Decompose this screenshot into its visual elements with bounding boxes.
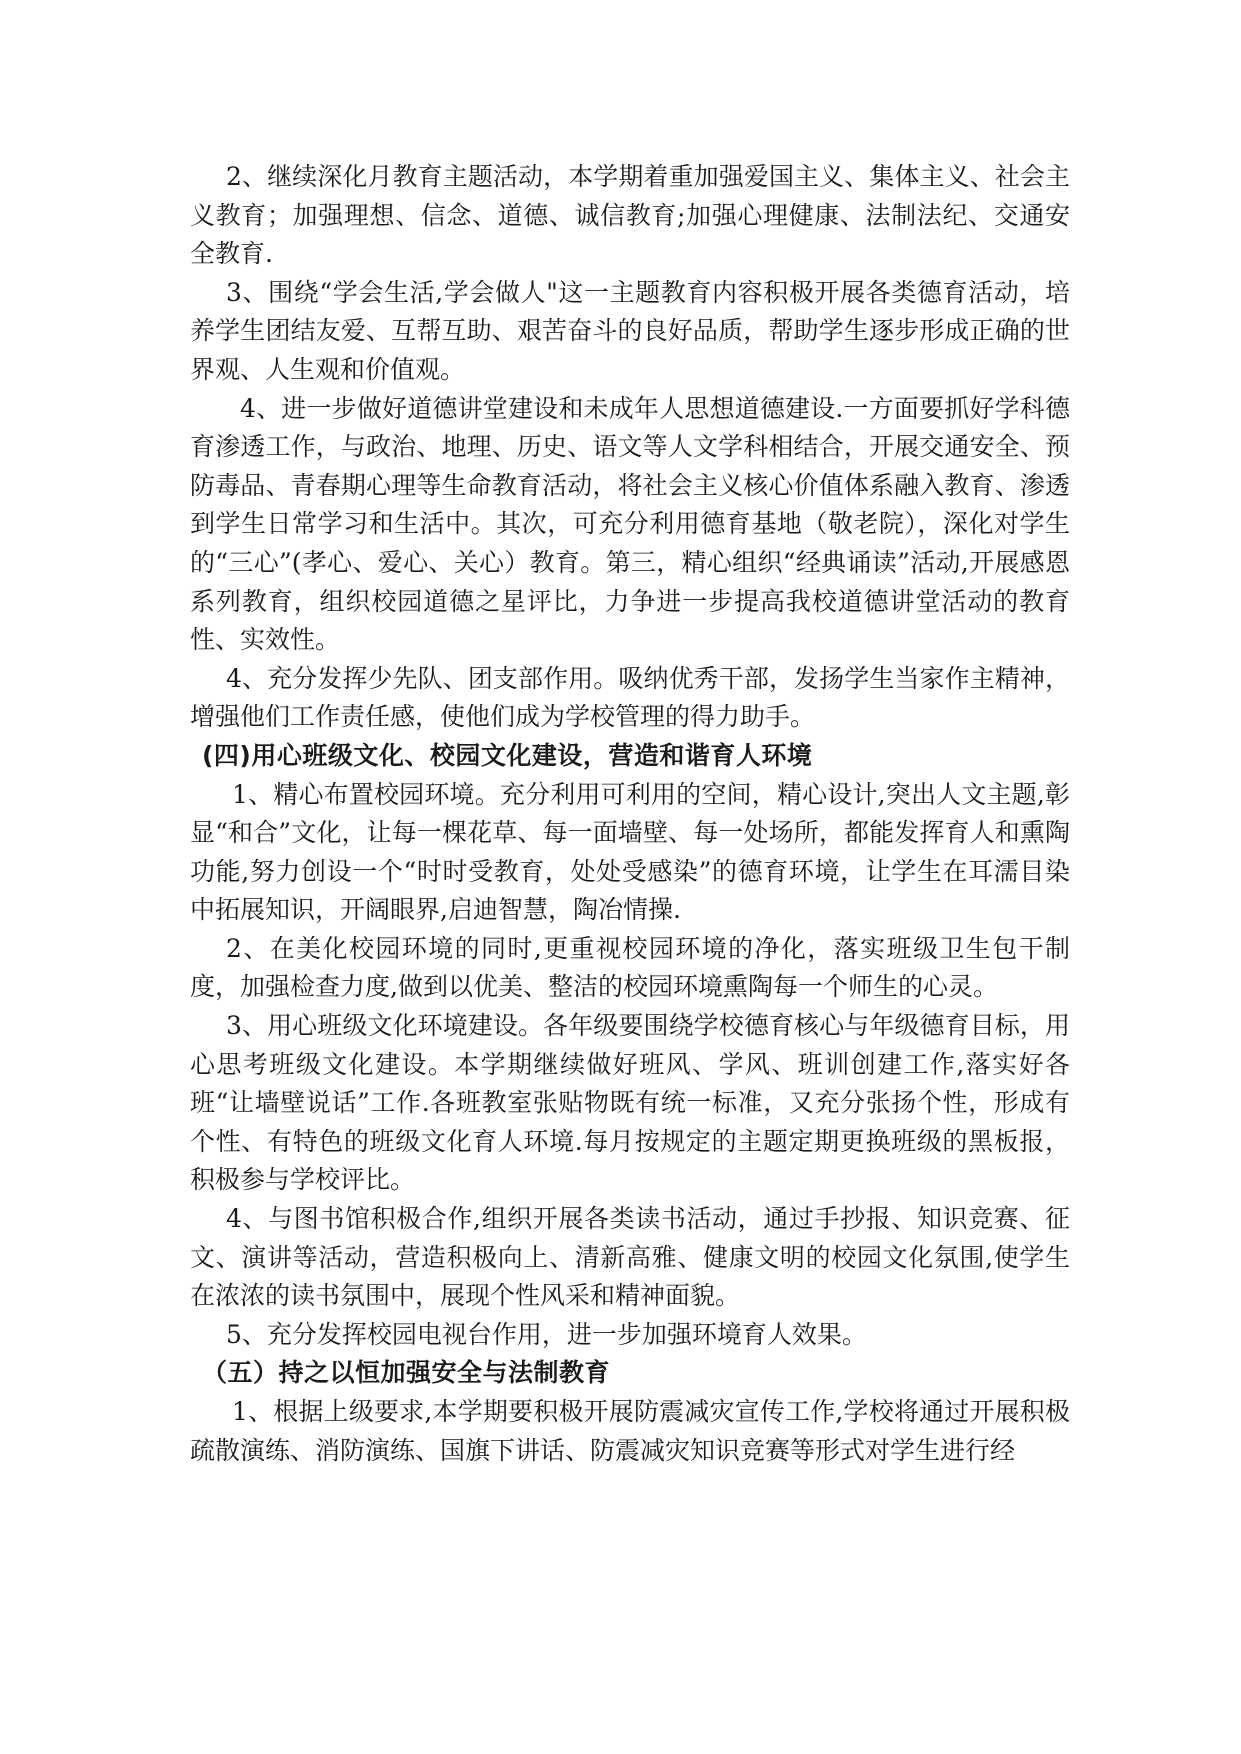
paragraph-young-pioneers: 4、充分发挥少先队、团支部作用。吸纳优秀干部，发扬学生当家作主精神，增强他们工作责任感，使他们成为学校管理的得力助手。 bbox=[190, 663, 1070, 732]
paragraph-earthquake-safety: 1、根据上级要求,本学期要积极开展防震减灾宣传工作,学校将通过开展积极疏散演练、消防演练、国旗下讲话、防震减灾知识竞赛等形式对学生进行经 bbox=[190, 1397, 1070, 1465]
paragraph-class-culture: 3、用心班级文化环境建设。各年级要围绕学校德育核心与年级德育目标，用心思考班级文化建设。本学期继续做好班风、学风、班训创建工作,落实好各班“让墙壁说话”工作.各班教室张贴物既有统一标准，又充分张扬个性，形成有个性、有特色的班级文化育人环境.每月按规定的主题定期更换班级的黑板报，积极参与学校评比。 bbox=[190, 1011, 1070, 1195]
section-heading-5: （五）持之以恒加强安全与法制教育 bbox=[202, 1358, 611, 1388]
paragraph-library-cooperation: 4、与图书馆积极合作,组织开展各类读书活动，通过手抄报、知识竞赛、征文、演讲等活动，营造积极向上、清新高雅、健康文明的校园文化氛围,使学生在浓浓的读书氛围中，展现个性风采和精神面貌。 bbox=[190, 1204, 1070, 1311]
paragraph-campus-purification: 2、在美化校园环境的同时,更重视校园环境的净化，落实班级卫生包干制度，加强检查力度,做到以优美、整洁的校园环境熏陶每一个师生的心灵。 bbox=[190, 933, 1070, 1002]
section-heading-4: (四)用心班级文化、校园文化建设，营造和谐育人环境 bbox=[202, 740, 813, 770]
paragraph-campus-environment: 1、精心布置校园环境。充分利用可利用的空间，精心设计,突出人文主题,彰显“和合”文化，让每一棵花草、每一面墙壁、每一处场所，都能发挥育人和熏陶功能,努力创设一个“时时受教育，处处受感染”的德育环境，让学生在耳濡目染中拓展知识，开阔眼界,启迪智慧，陶冶情操. bbox=[190, 779, 1070, 925]
paragraph-moral-lecture-hall: 4、进一步做好道德讲堂建设和未成年人思想道德建设.一方面要抓好学科德育渗透工作，与政治、地理、历史、语文等人文学科相结合，开展交通安全、预防毒品、青春期心理等生命教育活动，将社会主义核心价值体系融入教育、渗透到学生日常学习和生活中。其次，可充分利用德育基地（敬老院），深化对学生的“三心”(孝心、爱心、关心）教育。第三，精心组织“经典诵读”活动,开展感恩系列教育，组织校园道德之星评比，力争进一步提高我校道德讲堂活动的教育性、实效性。 bbox=[190, 393, 1070, 655]
paragraph-campus-tv: 5、充分发挥校园电视台作用，进一步加强环境育人效果。 bbox=[226, 1319, 867, 1349]
document-body bbox=[190, 158, 1070, 1470]
paragraph-learn-to-live: 3、围绕“学会生活,学会做人"这一主题教育内容积极开展各类德育活动，培养学生团结友爱、互帮互助、艰苦奋斗的良好品质，帮助学生逐步形成正确的世界观、人生观和价值观。 bbox=[190, 277, 1070, 384]
paragraph-moral-education-themes: 2、继续深化月教育主题活动，本学期着重加强爱国主义、集体主义、社会主义教育；加强理想、信念、道德、诚信教育;加强心理健康、法制法纪、交通安全教育. bbox=[190, 162, 1070, 269]
